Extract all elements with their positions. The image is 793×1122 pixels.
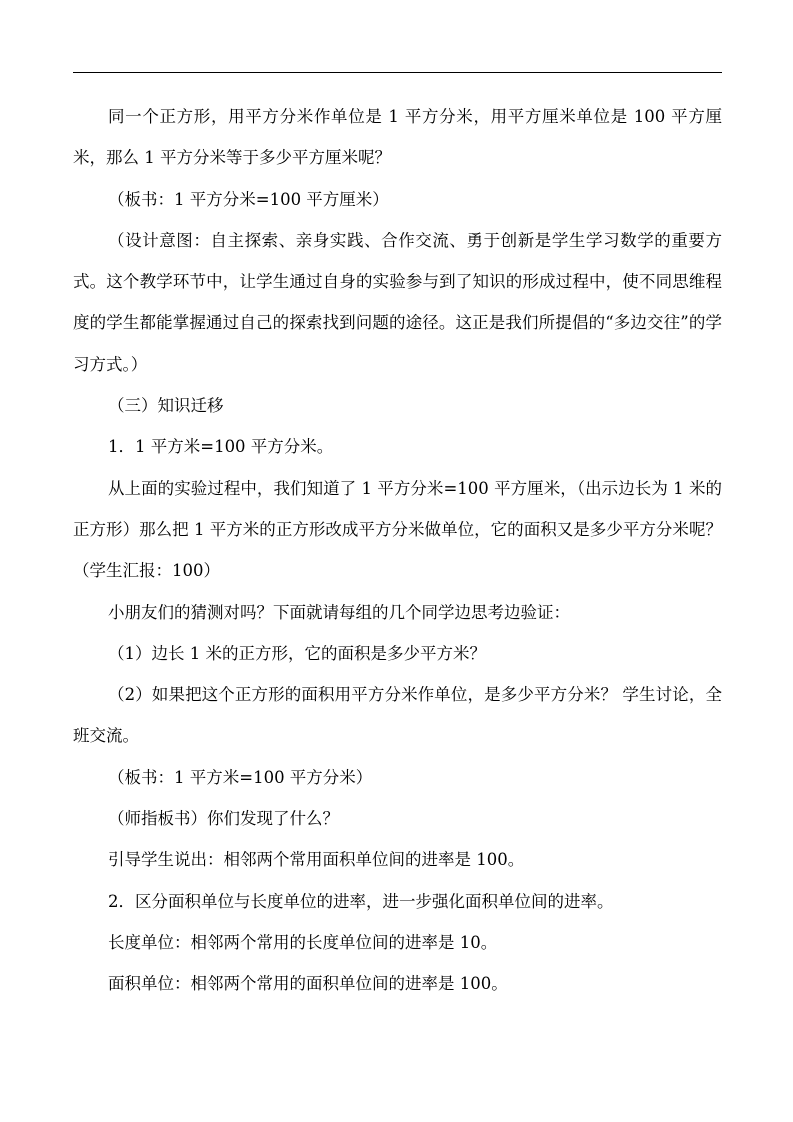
paragraph-length-units: 长度单位：相邻两个常用的长度单位间的进率是 10。: [108, 932, 498, 952]
section-heading-knowledge-transfer: （三）知识迁移: [108, 396, 224, 416]
paragraph-square-decimeter-question: 同一个正方形，用平方分米作单位是 1 平方分米，用平方厘米单位是 100 平方厘米，那么 1 平方分米等于多少平方厘米呢？: [73, 107, 722, 168]
paragraph-blackboard-note-1: （板书：1 平方分米=100 平方厘米）: [108, 189, 389, 209]
paragraph-teacher-points: （师指板书）你们发现了什么？: [108, 809, 339, 829]
paragraph-blackboard-note-2: （板书：1 平方米=100 平方分米）: [108, 767, 373, 787]
document-body: [73, 96, 722, 1005]
paragraph-design-intent: （设计意图：自主探索、亲身实践、合作交流、勇于创新是学生学习数学的重要方式。这个教学环节中，让学生通过自身的实验参与到了知识的形成过程中，使不同思维程度的学生都能掌握通过自己的探索找到问题的途径。这正是我们所提倡的“多边交往”的学习方式。）: [73, 230, 722, 374]
paragraph-item-1-heading: 1．1 平方米=100 平方分米。: [108, 437, 334, 457]
header-rule: [73, 72, 722, 73]
paragraph-question-1: （1）边长 1 米的正方形，它的面积是多少平方米？: [108, 643, 486, 663]
paragraph-guide-students: 引导学生说出：相邻两个常用面积单位间的进率是 100。: [108, 850, 525, 870]
paragraph-verify-prompt: 小朋友们的猜测对吗？下面就请每组的几个同学边思考边验证：: [108, 602, 570, 622]
paragraph-experiment-recap: 从上面的实验过程中，我们知道了 1 平方分米=100 平方厘米，（出示边长为 1 米的正方形）那么把 1 平方米的正方形改成平方分米做单位，它的面积又是多少平方分米呢？（学生汇报：100）: [73, 478, 722, 581]
paragraph-area-units: 面积单位：相邻两个常用的面积单位间的进率是 100。: [108, 974, 508, 994]
paragraph-question-2: （2）如果把这个正方形的面积用平方分米作单位，是多少平方分米？ 学生讨论，全班交流。: [73, 685, 722, 746]
paragraph-item-2-heading: 2．区分面积单位与长度单位的进率，进一步强化面积单位间的进率。: [108, 891, 614, 911]
